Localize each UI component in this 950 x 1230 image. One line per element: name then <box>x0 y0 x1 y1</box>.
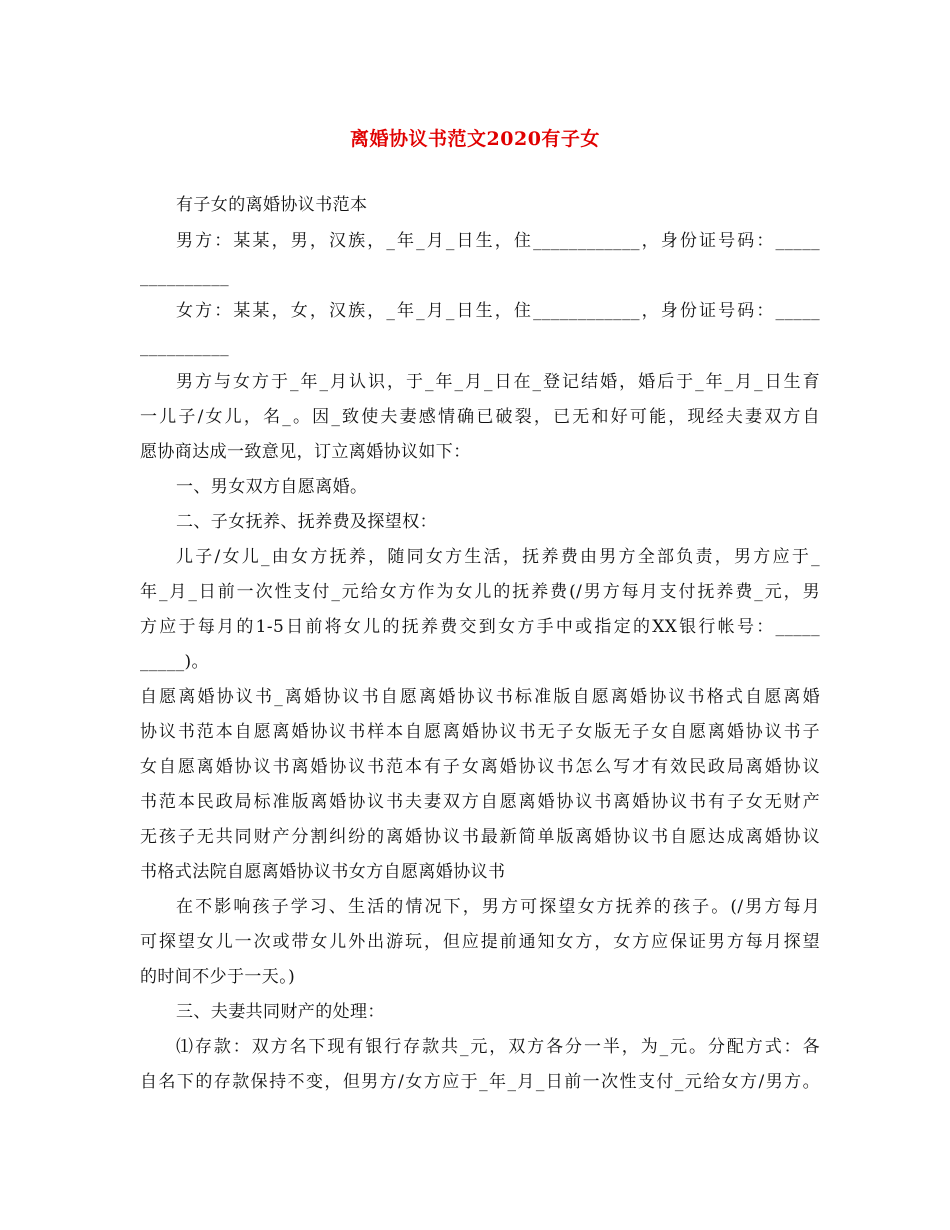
keyword-line: 无孩子无共同财产分割纠纷的离婚协议书最新简单版离婚协议书自愿达成离婚协议 <box>140 827 820 847</box>
paragraph-line: 女方：某某，女，汉族，_年_月_日生，住____________，身份证号码：_____ <box>176 301 820 321</box>
paragraph-line: 自名下的存款保持不变，但男方/女方应于_年_月_日前一次性支付_元给女方/男方。 <box>140 1072 820 1092</box>
document-title: 离婚协议书范文2020有子女 <box>350 128 600 150</box>
paragraph-line: 的时间不少于一天。) <box>140 967 296 987</box>
section-heading: 一、男女双方自愿离婚。 <box>176 477 368 497</box>
paragraph-line: _____)。 <box>140 652 209 672</box>
keyword-line: 女自愿离婚协议书离婚协议书范本有子女离婚协议书怎么写才有效民政局离婚协议 <box>140 757 820 777</box>
keyword-line: 协议书范本自愿离婚协议书样本自愿离婚协议书无子女版无子女自愿离婚协议书子 <box>140 722 820 742</box>
section-heading: 三、夫妻共同财产的处理： <box>176 1002 385 1022</box>
keyword-line: 书格式法院自愿离婚协议书女方自愿离婚协议书 <box>140 862 506 882</box>
paragraph-line: 儿子/女儿_由女方抚养，随同女方生活，抚养费由男方全部负责，男方应于_ <box>176 547 820 567</box>
paragraph-line: 可探望女儿一次或带女儿外出游玩，但应提前通知女方，女方应保证男方每月探望 <box>140 932 820 952</box>
paragraph-line: __________ <box>140 267 229 287</box>
keyword-line: 书范本民政局标准版离婚协议书夫妻双方自愿离婚协议书离婚协议书有子女无财产 <box>140 792 820 812</box>
section-heading: 二、子女抚养、抚养费及探望权： <box>176 512 437 532</box>
paragraph-line: ⑴存款：双方名下现有银行存款共_元，双方各分一半，为_元。分配方式：各 <box>176 1037 820 1057</box>
paragraph-line: __________ <box>140 337 229 357</box>
paragraph-line: 在不影响孩子学习、生活的情况下，男方可探望女方抚养的孩子。(/男方每月 <box>176 897 820 917</box>
paragraph-line: 男方：某某，男，汉族，_年_月_日生，住____________，身份证号码：_____ <box>176 231 820 251</box>
subtitle-line: 有子女的离婚协议书范本 <box>176 195 368 215</box>
paragraph-line: 一儿子/女儿，名_。因_致使夫妻感情确已破裂，已无和好可能，现经夫妻双方自 <box>140 407 820 427</box>
paragraph-line: 年_月_日前一次性支付_元给女方作为女儿的抚养费(/男方每月支付抚养费_元，男 <box>140 582 820 602</box>
keyword-line: 自愿离婚协议书_离婚协议书自愿离婚协议书标准版自愿离婚协议书格式自愿离婚 <box>140 687 820 707</box>
paragraph-line: 男方与女方于_年_月认识，于_年_月_日在_登记结婚，婚后于_年_月_日生育 <box>176 372 820 392</box>
paragraph-line: 愿协商达成一致意见，订立离婚协议如下： <box>140 442 471 462</box>
paragraph-line: 方应于每月的1-5日前将女儿的抚养费交到女方手中或指定的XX银行帐号：_____ <box>140 617 820 637</box>
